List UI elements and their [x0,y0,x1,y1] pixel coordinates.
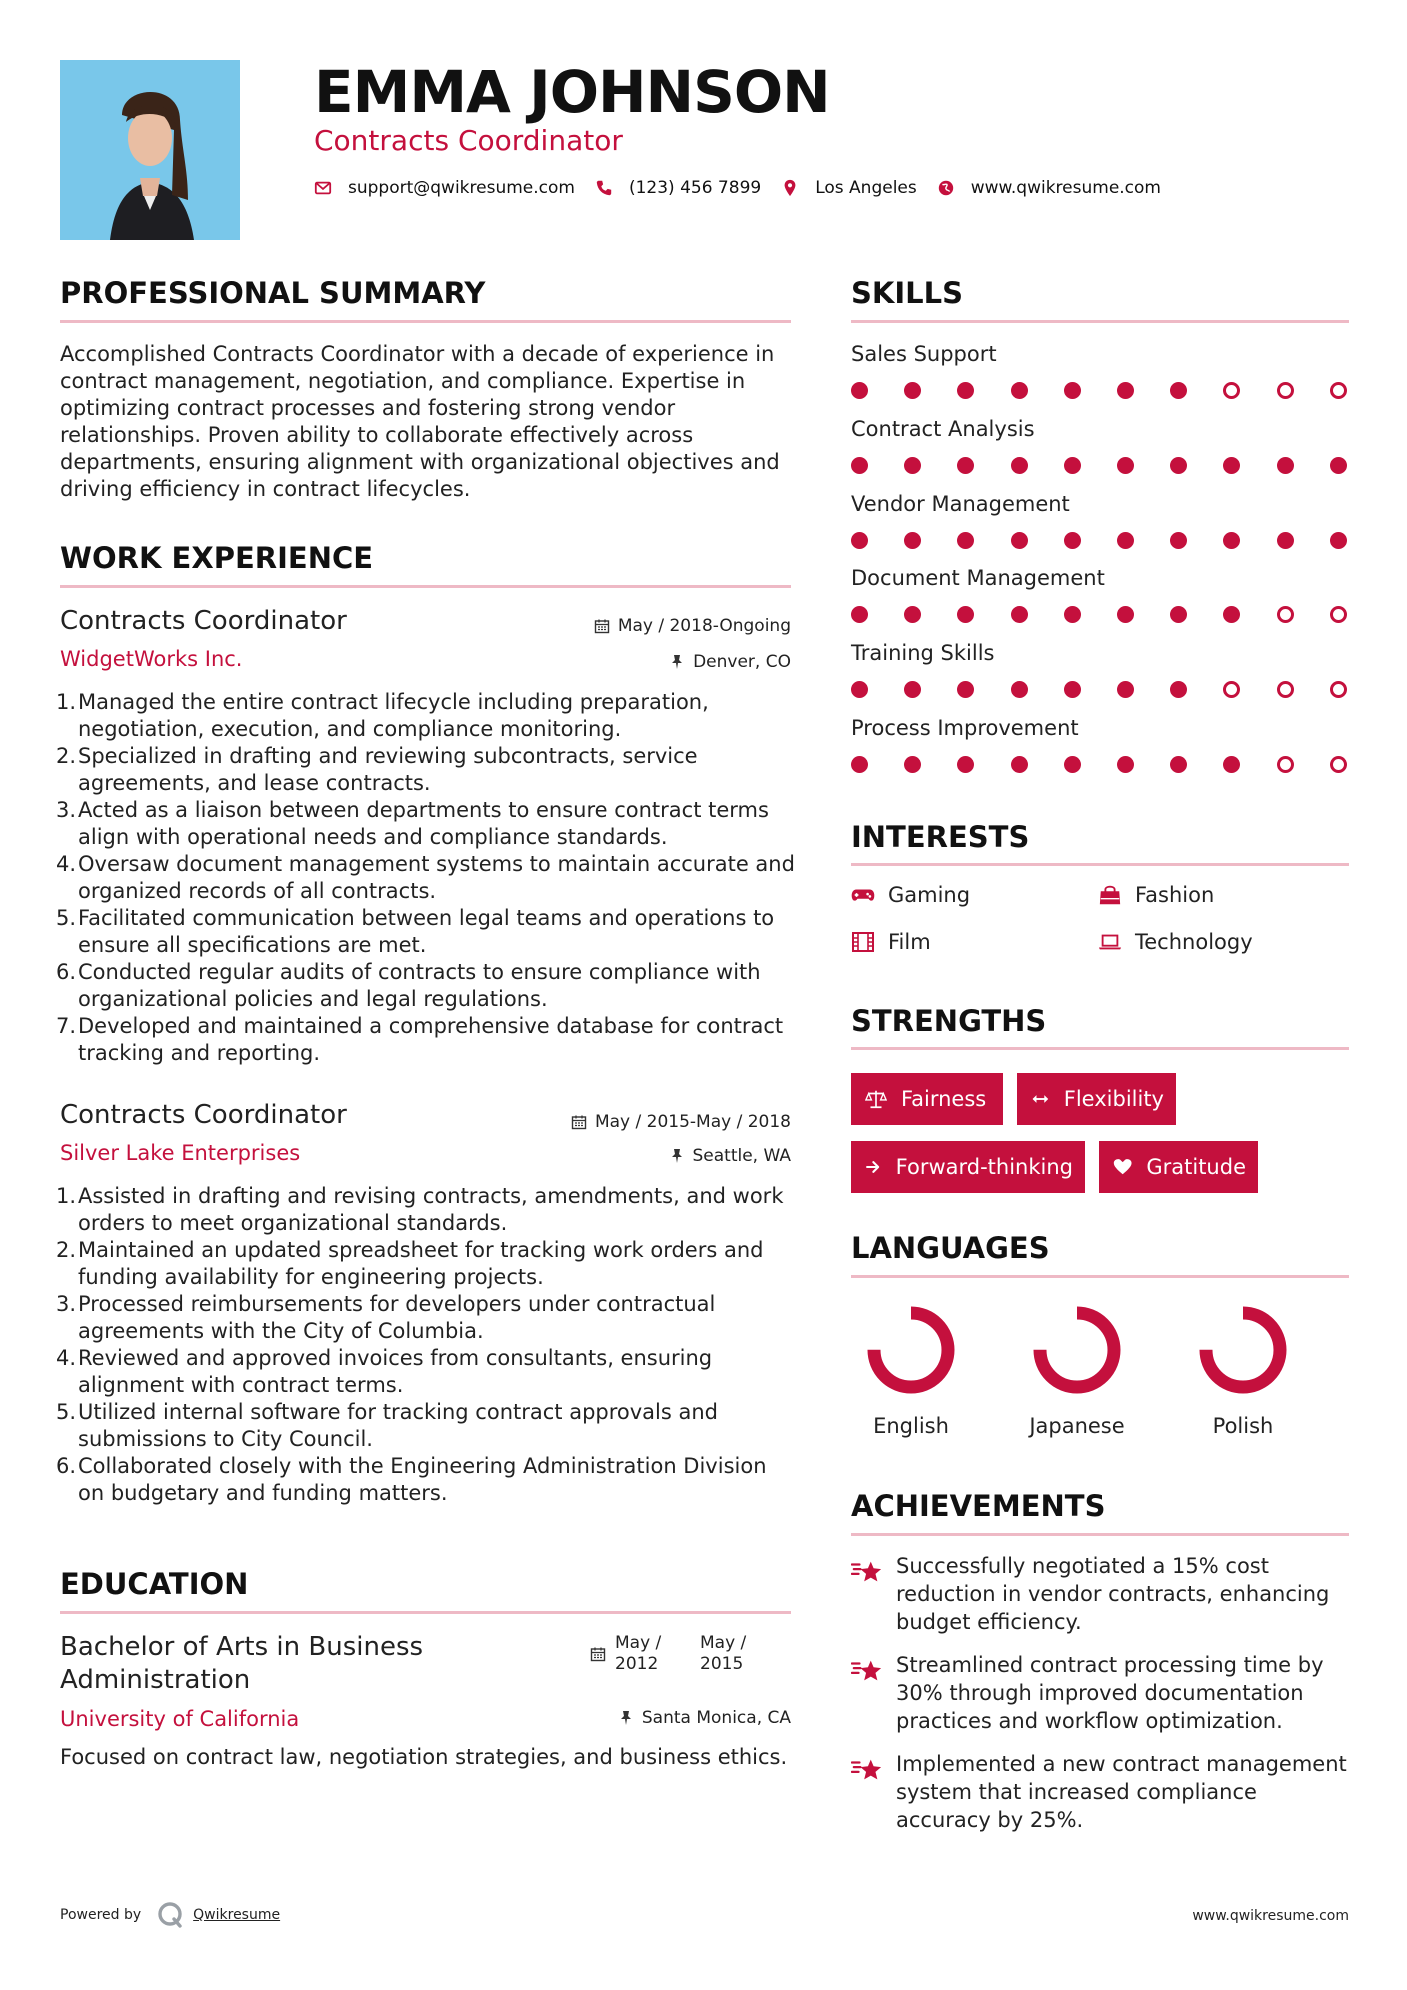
language-item [1173,1300,1313,1438]
skill-rating [851,681,1351,701]
skill-dot-filled [957,681,974,698]
skill-dot-empty [1330,606,1347,623]
pushpin-icon [669,654,685,670]
interest-gaming [851,883,970,907]
skill-dot-filled [1223,756,1240,773]
job-2-company: Silver Lake Enterprises [60,1141,301,1165]
responsibility-item [56,1237,796,1291]
summary-text: Accomplished Contracts Coordinator with a decade of experience in contract management, negotiation, and compliance. Expertise in optimizing contract processes and fostering strong vendor relationships. Proven ability to collaborate effectively across departments, ensuring alignment with organizational objectives and driving efficiency in contract lifecycles. [60,342,780,501]
job-1-location-text: Denver, CO [693,652,791,672]
skill-dot-filled [904,681,921,698]
arrows-horizontal-icon [1031,1088,1050,1110]
flying-star-icon [851,1657,883,1685]
skill-rating [851,532,1351,552]
skill-dot-filled [1117,532,1134,549]
language-level-arc [1206,1313,1280,1387]
footer-brand-link[interactable]: Qwikresume [193,1907,281,1923]
responsibility-text: Processed reimbursements for developers under contractual agreements with the City of Columbia. [78,1292,716,1343]
responsibility-text: Developed and maintained a comprehensive database for contract tracking and reporting. [78,1014,784,1065]
skill-dot-filled [957,382,974,399]
footer-powered-label: Powered by [60,1907,142,1923]
language-label: Polish [1212,1414,1274,1438]
language-item [841,1300,981,1438]
skill-label: Training Skills [851,641,995,666]
skill-dot-filled [957,457,974,474]
profile-photo [60,60,240,240]
responsibility-item [56,1399,796,1453]
phone-icon [595,179,613,197]
skill-dot-filled [1170,681,1187,698]
interests-divider [851,863,1349,866]
globe-icon [937,179,955,197]
languages-heading: LANGUAGES [851,1231,1050,1265]
job-1-location [669,652,791,672]
skill-dot-filled [1223,532,1240,549]
education-location-text: Santa Monica, CA [641,1708,791,1728]
responsibility-number: 1. [56,690,77,714]
language-label: English [873,1414,949,1438]
responsibility-text: Assisted in drafting and revising contracts, amendments, and work orders to meet organizational standards. [78,1184,784,1235]
interest-fashion [1098,883,1214,907]
language-level-arc [874,1313,948,1387]
job-2-title: Contracts Coordinator [60,1100,347,1130]
responsibility-text: Managed the entire contract lifecycle including preparation, negotiation, execution, and compliance monitoring. [78,690,709,741]
contact-website[interactable] [937,178,1161,198]
strength-gratitude-label: Gratitude [1146,1155,1246,1179]
skill-dot-filled [1064,606,1081,623]
skill-label: Document Management [851,566,1105,591]
education-date-start [615,1633,661,1675]
responsibility-text: Collaborated closely with the Engineering Administration Division on budgetary and funding matters. [78,1454,767,1505]
responsibility-text: Utilized internal software for tracking contract approvals and submissions to City Council. [78,1400,719,1451]
responsibility-item [56,1183,796,1237]
skill-dot-empty [1223,382,1240,399]
summary-heading: PROFESSIONAL SUMMARY [60,276,486,310]
responsibility-item [56,797,796,851]
balance-scale-icon [865,1088,887,1110]
responsibility-item [56,689,796,743]
pushpin-icon [669,1148,685,1164]
language-ring [1193,1300,1293,1400]
contact-email-text: support@qwikresume.com [348,178,575,198]
education-location [618,1708,791,1728]
skill-dot-filled [957,532,974,549]
job-2-date-text: May / 2015-May / 2018 [594,1112,791,1132]
contact-location-text: Los Angeles [815,178,917,198]
skill-dot-filled [1064,532,1081,549]
skill-dot-filled [1011,382,1028,399]
job-1-title: Contracts Coordinator [60,606,347,636]
responsibility-text: Specialized in drafting and reviewing subcontracts, service agreements, and lease contracts. [78,744,698,795]
responsibility-item [56,851,796,905]
job-2-location [669,1146,792,1166]
strength-forward-thinking [851,1141,1085,1193]
calendar-icon [571,1114,587,1130]
interest-film-label: Film [888,930,931,954]
education-date-end-line2: 2015 [700,1654,744,1674]
person-portrait-icon [60,60,240,240]
job-1-date-text: May / 2018-Ongoing [617,616,791,636]
skill-dot-filled [1170,532,1187,549]
laptop-icon [1098,931,1122,953]
responsibility-text: Oversaw document management systems to maintain accurate and organized records of all contracts. [78,852,795,903]
skill-label: Vendor Management [851,491,1070,516]
school-name: University of California [60,1707,300,1731]
skill-dot-filled [1223,457,1240,474]
strengths-heading: STRENGTHS [851,1004,1047,1038]
skill-dot-filled [1064,681,1081,698]
skill-dot-filled [1117,382,1134,399]
flying-star-icon [851,1558,883,1586]
strengths-divider [851,1047,1349,1050]
education-heading: EDUCATION [60,1567,249,1601]
responsibility-text: Facilitated communication between legal teams and operations to ensure all specifications are met. [78,906,775,957]
skill-dot-filled [1170,382,1187,399]
interest-technology [1098,930,1253,954]
responsibility-number: 1. [56,1184,77,1208]
calendar-icon [590,1646,606,1662]
skill-dot-filled [1117,457,1134,474]
skill-dot-filled [851,457,868,474]
skill-dot-filled [1117,756,1134,773]
skill-dot-filled [1064,457,1081,474]
responsibility-text: Conducted regular audits of contracts to ensure compliance with organizational policies and legal regulations. [78,960,761,1011]
skill-dot-filled [904,756,921,773]
education-date-end [700,1633,746,1675]
skill-dot-filled [1011,457,1028,474]
responsibility-number: 6. [56,1454,77,1478]
envelope-icon [314,179,332,197]
responsibility-number: 4. [56,1346,77,1370]
contact-website-text: www.qwikresume.com [970,178,1161,198]
job-1-responsibilities [56,689,796,1067]
responsibility-text: Maintained an updated spreadsheet for tracking work orders and funding availability for engineering projects. [78,1238,764,1289]
job-1-company: WidgetWorks Inc. [60,647,243,671]
skill-dot-filled [957,606,974,623]
contact-location [781,178,917,198]
strength-flexibility-label: Flexibility [1063,1087,1164,1111]
pushpin-icon [618,1710,634,1726]
responsibility-number: 3. [56,1292,77,1316]
responsibility-item [56,1453,796,1507]
skill-dot-filled [851,681,868,698]
interests-heading: INTERESTS [851,820,1030,854]
skill-dot-empty [1277,756,1294,773]
skill-dot-filled [1011,681,1028,698]
skill-dot-filled [1170,457,1187,474]
contact-phone[interactable] [595,178,761,198]
responsibility-number: 2. [56,1238,77,1262]
responsibility-item [56,1291,796,1345]
strength-fairness [851,1073,1003,1125]
skill-dot-filled [1011,756,1028,773]
footer-website[interactable]: www.qwikresume.com [1192,1908,1349,1924]
experience-heading: WORK EXPERIENCE [60,541,374,575]
responsibility-number: 5. [56,906,77,930]
responsibility-item [56,1345,796,1399]
education-date-start-line1: May / [615,1633,662,1653]
responsibility-number: 2. [56,744,77,768]
skill-dot-filled [1277,532,1294,549]
skill-dot-filled [1011,532,1028,549]
responsibility-item [56,905,796,959]
skill-dot-filled [1064,382,1081,399]
map-marker-icon [781,179,799,197]
heart-icon [1113,1156,1132,1178]
achievement-text: Successfully negotiated a 15% cost reduction in vendor contracts, enhancing budget efficiency. [896,1554,1330,1634]
skill-dot-filled [851,756,868,773]
strength-fairness-label: Fairness [901,1087,987,1111]
responsibility-item [56,743,796,797]
degree-line-1: Bachelor of Arts in Business [60,1632,424,1662]
candidate-name: EMMA JOHNSON [314,58,830,126]
skill-dot-empty [1277,382,1294,399]
skill-dot-empty [1330,382,1347,399]
skill-dot-filled [1011,606,1028,623]
skill-dot-filled [1170,756,1187,773]
skill-rating [851,382,1351,402]
language-item [1007,1300,1147,1438]
skill-dot-empty [1330,756,1347,773]
skill-dot-filled [1064,756,1081,773]
footer-powered-by [60,1900,280,1930]
skill-dot-filled [957,756,974,773]
language-level-arc [1040,1313,1114,1387]
skill-dot-filled [1170,606,1187,623]
education-divider [60,1611,791,1614]
education-description: Focused on contract law, negotiation strategies, and business ethics. [60,1745,788,1769]
responsibility-item [56,959,796,1013]
responsibility-text: Acted as a liaison between departments to ensure contract terms align with operational needs and compliance standards. [78,798,769,849]
skill-rating [851,606,1351,626]
experience-divider [60,585,791,588]
skill-dot-filled [1223,606,1240,623]
skill-dot-filled [851,382,868,399]
achievement-text: Implemented a new contract management system that increased compliance accuracy by 25%. [896,1752,1347,1832]
education-date-end-line1: May / [700,1633,747,1653]
education-date-start-line2: 2012 [615,1654,659,1674]
responsibility-text: Reviewed and approved invoices from consultants, ensuring alignment with contract terms. [78,1346,713,1397]
language-label: Japanese [1029,1414,1125,1438]
skill-dot-filled [851,532,868,549]
shopping-bag-icon [1098,884,1122,906]
contact-phone-text: (123) 456 7899 [628,178,762,198]
skill-dot-filled [1277,457,1294,474]
responsibility-number: 4. [56,852,77,876]
interest-film [851,930,931,954]
responsibility-number: 5. [56,1400,77,1424]
skill-dot-filled [904,606,921,623]
candidate-title: Contracts Coordinator [314,124,623,157]
skill-dot-filled [904,382,921,399]
summary-divider [60,320,791,323]
skill-dot-filled [904,532,921,549]
arrow-right-icon [865,1156,882,1178]
skill-dot-filled [1330,457,1347,474]
calendar-icon [594,618,610,634]
skills-divider [851,320,1349,323]
skill-dot-filled [1117,681,1134,698]
skill-dot-filled [1330,532,1347,549]
languages-divider [851,1275,1349,1278]
contact-bar [314,178,1181,198]
responsibility-number: 3. [56,798,77,822]
qwikresume-logo-icon [155,1900,185,1930]
strength-gratitude [1099,1141,1258,1193]
job-2-responsibilities [56,1183,796,1507]
achievements-heading: ACHIEVEMENTS [851,1489,1106,1523]
responsibility-number: 6. [56,960,77,984]
interest-gaming-label: Gaming [888,883,971,907]
gamepad-icon [851,884,875,906]
language-ring [861,1300,961,1400]
interest-technology-label: Technology [1135,930,1253,954]
skill-label: Contract Analysis [851,416,1035,441]
responsibility-number: 7. [56,1014,77,1038]
skill-dot-filled [1117,606,1134,623]
skill-dot-empty [1223,681,1240,698]
responsibility-item [56,1013,796,1067]
achievement-text: Streamlined contract processing time by 30% through improved documentation practices and workflow optimization. [896,1653,1324,1733]
strength-forward-thinking-label: Forward-thinking [895,1155,1073,1179]
interest-fashion-label: Fashion [1135,883,1215,907]
skill-dot-empty [1330,681,1347,698]
skill-dot-filled [904,457,921,474]
skill-dot-empty [1277,681,1294,698]
skill-dot-filled [851,606,868,623]
skill-dot-empty [1277,606,1294,623]
skill-label: Sales Support [851,342,997,366]
contact-email[interactable] [314,178,575,198]
skill-label: Process Improvement [851,716,1079,740]
job-2-date [571,1112,791,1132]
strength-flexibility [1017,1073,1176,1125]
skills-heading: SKILLS [851,276,963,310]
skill-rating [851,756,1351,776]
skill-rating [851,457,1351,477]
job-1-date [594,616,791,636]
job-2-location-text: Seattle, WA [692,1146,791,1166]
language-ring [1027,1300,1127,1400]
degree-line-2: Administration [60,1665,251,1695]
film-icon [851,931,875,953]
flying-star-icon [851,1756,883,1784]
achievements-divider [851,1533,1349,1536]
